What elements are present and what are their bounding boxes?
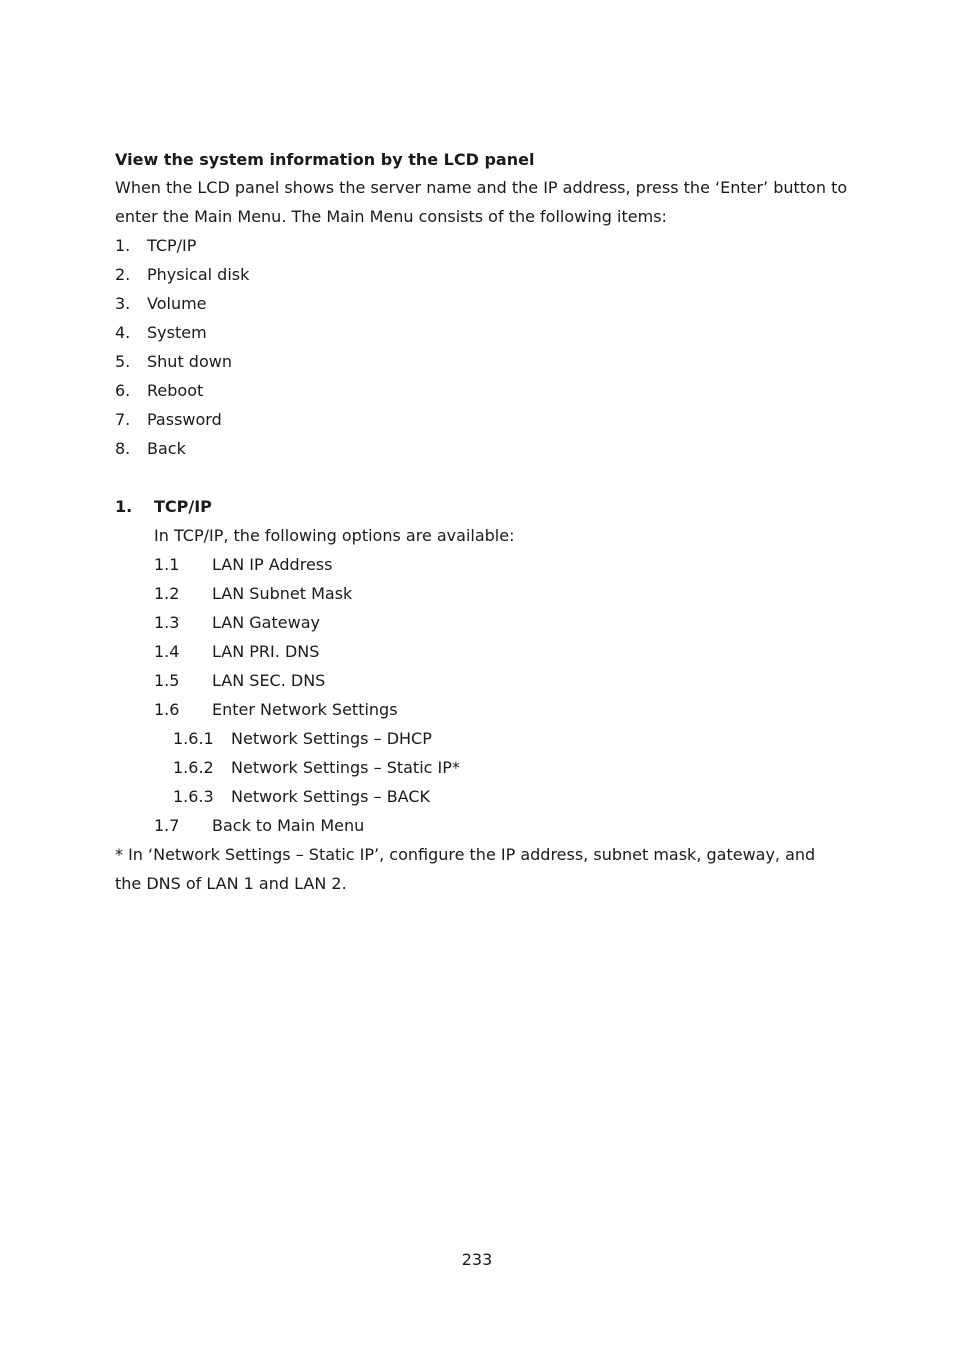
list-item [115, 318, 845, 347]
list-item [154, 550, 845, 579]
subsection-heading [115, 492, 845, 521]
list-item-number: 1.3 [154, 613, 180, 632]
list-item-label: TCP/IP [147, 236, 197, 255]
list-item-label: LAN IP Address [212, 555, 333, 574]
list-item [154, 666, 845, 695]
list-item-number: 8. [115, 439, 131, 458]
list-item-label: Network Settings – DHCP [231, 729, 432, 748]
list-item-number: 1.4 [154, 642, 180, 661]
tcpip-options-list [115, 550, 845, 840]
list-item-number: 4. [115, 323, 131, 342]
list-item [154, 811, 845, 840]
footnote-line-1: * In ‘Network Settings – Static IP’, configure the IP address, subnet mask, gateway, and [115, 845, 816, 864]
list-item [154, 695, 845, 724]
subsection-description: In TCP/IP, the following options are available: [154, 526, 515, 545]
list-item [154, 579, 845, 608]
list-item-number: 2. [115, 265, 131, 284]
list-item-label: LAN Subnet Mask [212, 584, 353, 603]
intro-line-2: enter the Main Menu. The Main Menu consists of the following items: [115, 207, 667, 226]
list-item-label: Network Settings – BACK [231, 787, 430, 806]
page-number: 233 [461, 1250, 493, 1269]
list-item [115, 405, 845, 434]
list-item-label: Back to Main Menu [212, 816, 365, 835]
footnote-line-2: the DNS of LAN 1 and LAN 2. [115, 874, 347, 893]
list-item-label: LAN PRI. DNS [212, 642, 320, 661]
list-item-number: 1. [115, 236, 131, 255]
list-item-number: 1.2 [154, 584, 180, 603]
document-body [115, 146, 848, 898]
section-heading: View the system information by the LCD panel [115, 150, 535, 169]
list-item [115, 289, 845, 318]
list-item [154, 637, 845, 666]
list-item [115, 434, 845, 463]
list-item-label: LAN SEC. DNS [212, 671, 326, 690]
main-menu-list [115, 231, 845, 463]
list-item [115, 260, 845, 289]
list-item-label: Shut down [147, 352, 232, 371]
list-item [173, 724, 845, 753]
list-item [173, 782, 845, 811]
list-item-number: 1.6.2 [173, 758, 214, 777]
list-item-number: 1.5 [154, 671, 180, 690]
list-item-label: Volume [147, 294, 207, 313]
list-item [154, 608, 845, 637]
list-item-number: 1.6.1 [173, 729, 214, 748]
list-item-label: LAN Gateway [212, 613, 320, 632]
list-item-label: Back [147, 439, 186, 458]
list-item-label: Password [147, 410, 222, 429]
list-item-number: 1.7 [154, 816, 180, 835]
list-item-number: 7. [115, 410, 131, 429]
list-item-label: Network Settings – Static IP* [231, 758, 460, 777]
intro-line-1: When the LCD panel shows the server name and the IP address, press the ‘Enter’ button to [115, 178, 848, 197]
list-item-label: System [147, 323, 207, 342]
list-item-number: 3. [115, 294, 131, 313]
list-item [173, 753, 845, 782]
list-item [115, 231, 845, 260]
list-item-number: 1.1 [154, 555, 180, 574]
list-item-label: Physical disk [147, 265, 250, 284]
network-settings-sublist [154, 724, 845, 811]
list-item-number: 1.6 [154, 700, 180, 719]
list-item [115, 376, 845, 405]
list-item [115, 347, 845, 376]
subsection-number: 1. [115, 497, 133, 516]
subsection-title: TCP/IP [154, 497, 212, 516]
list-item-number: 1.6.3 [173, 787, 214, 806]
list-item-label: Enter Network Settings [212, 700, 398, 719]
list-item-number: 6. [115, 381, 131, 400]
list-item-label: Reboot [147, 381, 204, 400]
list-item-number: 5. [115, 352, 131, 371]
spacer [115, 463, 845, 492]
